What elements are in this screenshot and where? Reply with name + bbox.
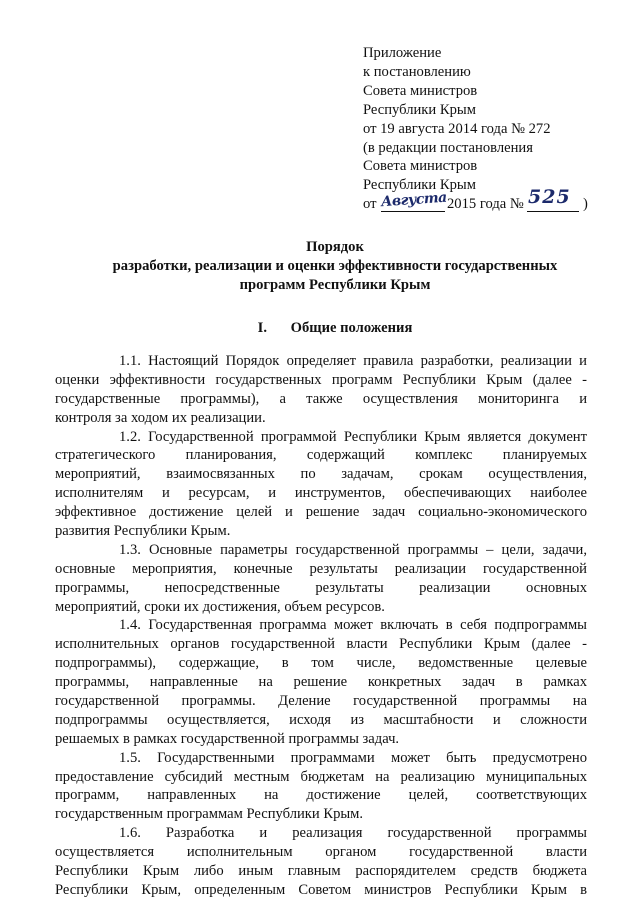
header-line: Республики Крым	[363, 101, 476, 118]
body-line: государственным программам Республики Крым.	[55, 806, 364, 823]
section-number: I.	[257, 320, 267, 336]
section-title: Общие положения	[290, 320, 413, 336]
header-line: Республики Крым	[363, 177, 476, 194]
header-line: Приложение	[363, 45, 442, 61]
body-line: 1.6. Разработка и реализация государственной программы	[119, 825, 587, 842]
body-line: подпрограммы осуществляется, исходя из масштабности и сложности	[55, 711, 587, 728]
body-line: мероприятий, сроки их достижения, объем ресурсов.	[55, 598, 385, 615]
title-line: разработки, реализации и оценки эффективности государственных	[112, 258, 558, 274]
body-line: 1.2. Государственной программой Республики Крым является документ	[119, 428, 587, 445]
header-line: от 19 августа 2014 года № 272	[363, 120, 551, 137]
body-line: оценки эффективности государственных программ Республики Крым (далее -	[55, 371, 587, 388]
body-line: подпрограммы), содержащие, в том числе, ведомственные целевые	[55, 655, 587, 672]
header-line: (в редакции постановления	[363, 139, 533, 156]
body-line: 1.4. Государственная программа может включать в себя подпрограммы	[119, 617, 587, 634]
title-line: Порядок	[306, 239, 364, 255]
date-prefix: от	[363, 196, 377, 213]
handwritten-date: Августа	[380, 189, 448, 211]
appendix-header	[363, 44, 613, 214]
date-suffix: 2015 года №	[447, 196, 524, 213]
body-line: программы, непосредственные результаты реализации основных	[55, 579, 587, 596]
body-line: исполнителям и ресурсам, и инструментов, обеспечивающих наиболее	[55, 485, 587, 502]
body-line: контроля за ходом их реализации.	[55, 409, 266, 426]
amendment-date-line	[363, 186, 613, 214]
body-line: Республики Крым либо иным главным распорядителем средств бюджета	[55, 863, 587, 880]
document-title	[60, 238, 610, 295]
number-underline	[527, 211, 579, 212]
section-heading	[60, 320, 610, 337]
body-line: основные мероприятия, конечные результаты реализации государственной	[55, 560, 587, 577]
body-line: государственной программы. Деление государственной программы на	[55, 693, 587, 710]
body-line: исполнительных органов государственной власти Республики Крым (далее -	[55, 636, 587, 653]
body-line: развития Республики Крым.	[55, 523, 231, 540]
body-line: 1.1. Настоящий Порядок определяет правила разработки, реализации и	[119, 353, 587, 369]
body-line: эффективное достижение целей и решение задач социально-экономического	[55, 504, 587, 521]
document-body	[55, 352, 587, 900]
header-line: Совета министров	[363, 158, 478, 175]
body-line: стратегического планирования, содержащий комплекс планируемых	[55, 447, 587, 464]
header-line: Совета министров	[363, 82, 478, 99]
body-line: государственные программы), а также осуществления мониторинга и	[55, 390, 587, 407]
closing-parenthesis: )	[583, 196, 588, 213]
title-line: программ Республики Крым	[239, 277, 431, 293]
body-line: 1.3. Основные параметры государственной программы – цели, задачи,	[119, 541, 587, 558]
header-line: к постановлению	[363, 63, 471, 80]
body-line: Республики Крым, определенным Советом министров Республики Крым в	[55, 881, 587, 898]
body-line: 1.5. Государственными программами может быть предусмотрено	[119, 749, 587, 766]
body-line: программы, направленные на решение конкретных задач в рамках	[55, 674, 587, 691]
body-line: мероприятий, взаимосвязанных по задачам, срокам осуществления,	[55, 466, 587, 483]
handwritten-number: 525	[528, 186, 571, 209]
body-line: программ, направленных на достижение целей, соответствующих	[55, 787, 587, 804]
body-line: предоставление субсидий местным бюджетам на реализацию муниципальных	[55, 768, 587, 785]
body-line: решаемых в рамках государственной программы задач.	[55, 730, 400, 747]
body-line: осуществляется исполнительным органом государственной власти	[55, 844, 587, 861]
